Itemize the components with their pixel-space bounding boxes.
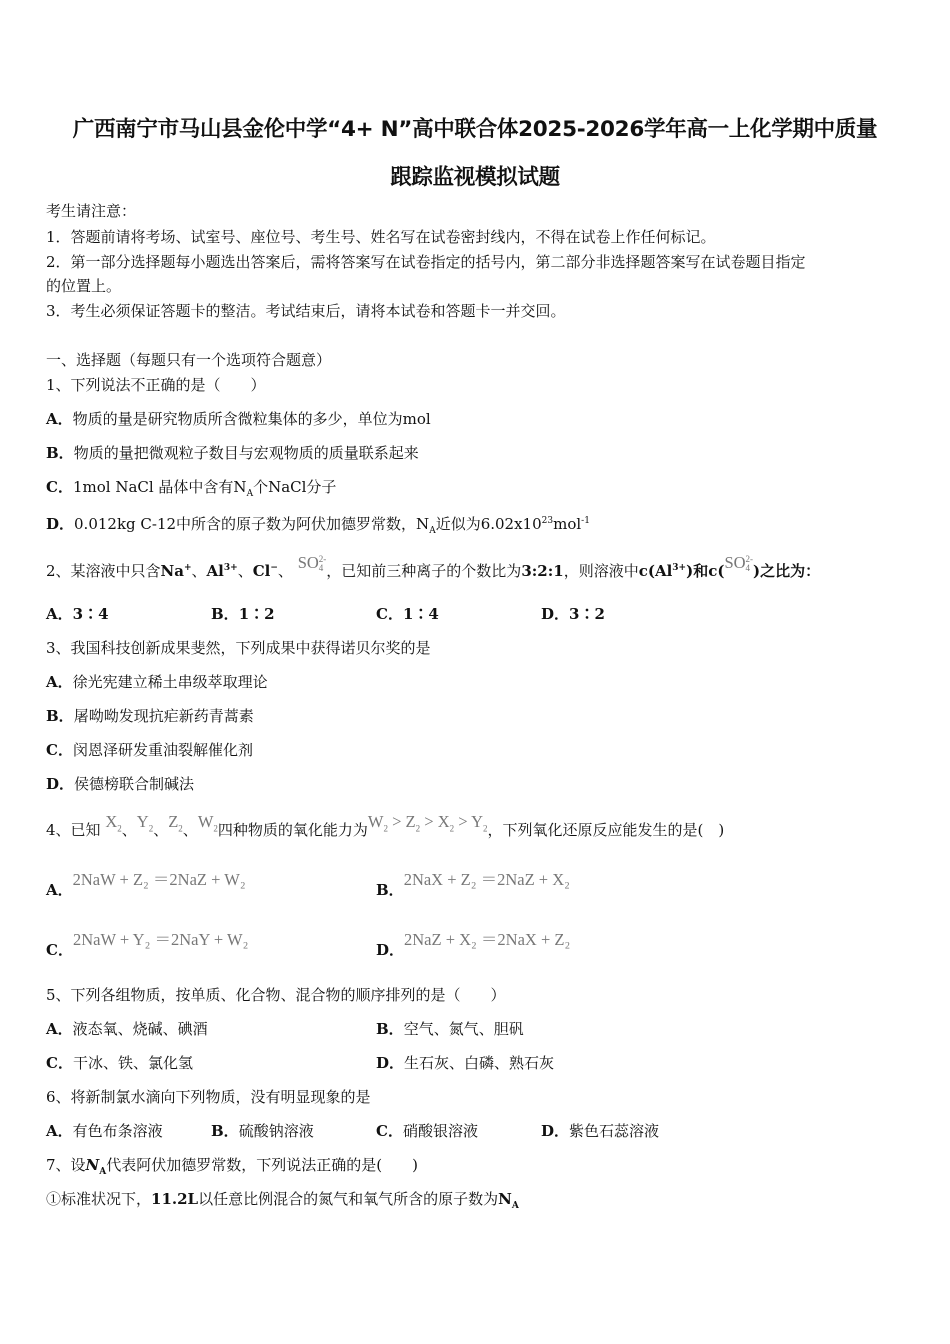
separator: 、 — [121, 821, 137, 839]
option-text: 有色布条溶液 — [72, 1122, 163, 1140]
ion-al: Al — [206, 562, 224, 580]
q1-option-a — [46, 409, 431, 429]
option-text: mol — [553, 515, 582, 533]
conc-al-close: )和 — [686, 562, 709, 580]
formula-text: X — [437, 812, 450, 831]
option-text: 徐光宪建立稀土串级萃取理论 — [72, 673, 268, 691]
option-label: C． — [376, 605, 403, 623]
option-text: 0.012kg C-12中所含的原子数为阿伏加德罗常数，N — [74, 515, 430, 533]
q4-option-b — [376, 870, 570, 900]
option-label: C． — [46, 1054, 73, 1072]
q4-option-a — [46, 870, 246, 900]
option-text: 物质的量是研究物质所含微粒集体的多少，单位为mol — [72, 410, 431, 428]
option-label: A． — [46, 673, 73, 691]
q3-option-c — [46, 740, 253, 760]
q6-stem: 6、将新制氯水滴向下列物质，没有明显现象的是 — [46, 1088, 371, 1106]
q6-option-b — [211, 1121, 376, 1141]
q6-option-c — [376, 1121, 541, 1141]
q2-text: ，则溶液中 — [563, 562, 639, 580]
option-label: D． — [376, 1054, 405, 1072]
gt-sign: > — [458, 812, 468, 831]
q2-stem — [46, 553, 821, 581]
avogadro-symbol: N — [498, 1190, 512, 1208]
separator: 、 — [191, 562, 207, 580]
option-label: A． — [46, 1122, 73, 1140]
formula-w2 — [197, 812, 218, 834]
formula-text: Y — [471, 812, 483, 831]
q2-option-d — [541, 604, 605, 624]
separator: 、 — [277, 562, 293, 580]
option-text: 物质的量把微观粒子数目与宏观物质的质量联系起来 — [73, 444, 419, 462]
q3-option-b — [46, 706, 254, 726]
q2-options — [46, 604, 605, 624]
q1-option-b — [46, 443, 419, 463]
option-text: 1mol NaCl 晶体中含有N — [72, 478, 247, 496]
option-label: D． — [46, 775, 75, 793]
formula-text: SO — [724, 553, 746, 572]
subscript: 2 — [483, 823, 488, 834]
option-label: A． — [46, 410, 73, 428]
subscript: 2 — [213, 823, 218, 834]
subscript: 2 — [415, 823, 421, 834]
option-text: 闵恩泽研发重油裂解催化剂 — [72, 741, 253, 759]
charge: 3+ — [223, 563, 238, 573]
option-text: 个NaCl分子 — [253, 478, 337, 496]
formula-text: X — [105, 812, 118, 831]
notice-heading: 考生请注意： — [46, 202, 137, 220]
option-text: 3∶2 — [569, 605, 605, 623]
option-label: B． — [46, 707, 74, 725]
subscript: 2 — [117, 823, 122, 834]
option-label: D． — [541, 1122, 570, 1140]
avogadro-symbol: N — [85, 1156, 100, 1174]
option-label: A． — [46, 605, 73, 623]
subscript: A — [429, 526, 436, 536]
option-text: 1∶4 — [402, 605, 439, 623]
formula-z2 — [168, 812, 183, 834]
section-heading: 一、选择题（每题只有一个选项符合题意） — [46, 351, 332, 369]
q5-option-d — [376, 1053, 554, 1073]
q3-option-a — [46, 672, 268, 692]
q7-text: 代表阿伏加德罗常数，下列说法正确的是( ) — [106, 1156, 418, 1174]
q2-option-a — [46, 604, 211, 624]
q1-stem: 1、下列说法不正确的是（ ） — [46, 376, 266, 394]
statement-text: 以任意比例混合的氮气和氧气所含的原子数为 — [198, 1190, 499, 1208]
gt-sign: > — [392, 812, 402, 831]
q5-option-c — [46, 1053, 193, 1073]
q2-text: )之比为： — [753, 562, 821, 580]
formula-scripts — [319, 555, 327, 573]
superscript: 2- — [318, 554, 327, 565]
option-label: C． — [376, 1122, 403, 1140]
option-text: 1∶2 — [238, 605, 275, 623]
option-text: 干冰、铁、氯化氢 — [72, 1054, 193, 1072]
q4-text: 4、已知 — [46, 821, 101, 839]
q3-stem: 3、我国科技创新成果斐然，下列成果中获得诺贝尔奖的是 — [46, 639, 431, 657]
option-text: 屠呦呦发现抗疟新药青蒿素 — [73, 707, 254, 725]
formula-x2 — [105, 812, 122, 834]
superscript: 2- — [745, 554, 754, 565]
superscript: 23 — [541, 516, 554, 526]
exam-title-line1: 广西南宁市马山县金伦中学“4+ N”高中联合体2025-2026学年高一上化学期中质量 — [72, 117, 878, 142]
notice-item-2: 2．第一部分选择题每小题选出答案后，需将答案写在试卷指定的括号内，第二部分非选择题答案写在试卷题目指定 — [46, 253, 806, 271]
formula-text: W — [367, 812, 384, 831]
option-text: 液态氧、烧碱、碘酒 — [72, 1020, 208, 1038]
option-label: D． — [46, 515, 75, 533]
separator: 、 — [153, 821, 169, 839]
conc-so4: c( — [708, 562, 725, 580]
notice-item-1: 1．答题前请将考场、试室号、座位号、考生号、姓名写在试卷密封线内，不得在试卷上作任何标记。 — [46, 228, 716, 246]
separator: 、 — [182, 821, 198, 839]
option-label: C． — [46, 941, 73, 959]
equation-image: 2NaW + Z₂ ＝2NaZ + W₂ — [72, 870, 246, 889]
q1-option-d — [46, 511, 590, 541]
equation-image: 2NaZ + X₂ ＝2NaX + Z₂ — [404, 930, 571, 949]
option-text: 空气、氮气、胆矾 — [403, 1020, 524, 1038]
sulfate-formula-image — [724, 553, 753, 572]
option-label: C． — [46, 478, 73, 496]
q5-stem: 5、下列各组物质，按单质、化合物、混合物的顺序排列的是（ ） — [46, 986, 506, 1004]
notice-item-2-cont: 的位置上。 — [46, 277, 122, 295]
option-label: D． — [376, 941, 405, 959]
option-label: C． — [46, 741, 73, 759]
option-text: 侯德榜联合制碱法 — [74, 775, 195, 793]
conc-al: c(Al — [638, 562, 673, 580]
q7-stem — [46, 1155, 418, 1182]
formula-text: Z — [168, 812, 179, 831]
ratio: 3:2:1 — [521, 562, 564, 580]
equation-image: 2NaX + Z₂ ＝2NaZ + X₂ — [403, 870, 570, 889]
option-text: 硝酸银溶液 — [402, 1122, 478, 1140]
q5-option-b — [376, 1019, 524, 1039]
q2-text: ，已知前三种离子的个数比为 — [326, 562, 522, 580]
q1-option-c — [46, 477, 336, 504]
formula-text: W — [197, 812, 214, 831]
subscript: 4 — [318, 563, 324, 574]
option-text: 生石灰、白磷、熟石灰 — [404, 1054, 555, 1072]
q4-text: ，下列氧化还原反应能发生的是( ) — [487, 821, 725, 839]
charge: + — [183, 563, 192, 573]
option-label: B． — [376, 881, 404, 899]
q4-option-d — [376, 930, 571, 960]
q4-text: 四种物质的氧化能力为 — [217, 821, 368, 839]
equation-image: 2NaW + Y₂ ＝2NaY + W₂ — [72, 930, 249, 949]
gt-sign: > — [424, 812, 434, 831]
option-text: 紫色石蕊溶液 — [569, 1122, 660, 1140]
notice-item-3: 3．考生必须保证答题卡的整洁。考试结束后，请将本试卷和答题卡一并交回。 — [46, 302, 566, 320]
q4-option-c — [46, 930, 249, 960]
formula-text: Z — [405, 812, 416, 831]
formula-text: SO — [297, 553, 319, 572]
option-text: 硫酸钠溶液 — [238, 1122, 314, 1140]
sulfate-formula-image — [298, 553, 327, 572]
subscript: 2 — [383, 823, 388, 834]
exam-title-line2: 跟踪监视模拟试题 — [390, 165, 560, 190]
subscript: 2 — [148, 823, 154, 834]
oxidizing-order-formula — [367, 812, 488, 834]
subscript: A — [246, 489, 254, 499]
q7-statement-1 — [46, 1189, 519, 1216]
q6-options — [46, 1121, 659, 1141]
subscript: 2 — [178, 823, 183, 834]
option-label: B． — [211, 605, 239, 623]
option-label: A． — [46, 881, 73, 899]
volume-value: 11.2L — [151, 1190, 199, 1208]
q2-text: 2、某溶液中只含 — [46, 562, 161, 580]
option-label: B． — [211, 1122, 239, 1140]
q6-option-d — [541, 1121, 659, 1141]
option-label: B． — [46, 444, 74, 462]
q2-option-b — [211, 604, 376, 624]
subscript: 4 — [745, 563, 751, 574]
option-label: A． — [46, 1020, 73, 1038]
formula-text: Y — [136, 812, 149, 831]
q6-option-a — [46, 1121, 211, 1141]
option-text: 3∶4 — [72, 605, 109, 623]
q3-option-d — [46, 774, 194, 794]
subscript: A — [99, 1167, 107, 1177]
separator: 、 — [237, 562, 253, 580]
formula-y2 — [136, 812, 154, 834]
ion-cl: Cl — [252, 562, 271, 580]
q7-text: 7、设 — [46, 1156, 86, 1174]
superscript: -1 — [581, 516, 590, 526]
ion-na: Na — [160, 562, 184, 580]
statement-text: ①标准状况下， — [46, 1190, 152, 1208]
q4-stem — [46, 812, 725, 846]
q2-option-c — [376, 604, 541, 624]
option-label: B． — [376, 1020, 404, 1038]
q5-option-a — [46, 1019, 208, 1039]
subscript: A — [511, 1201, 519, 1211]
option-label: D． — [541, 605, 570, 623]
charge: − — [270, 563, 278, 573]
charge: 3+ — [672, 563, 687, 573]
subscript: 2 — [449, 823, 455, 834]
option-text: 近似为6.02x10 — [435, 515, 542, 533]
formula-scripts — [746, 555, 754, 573]
